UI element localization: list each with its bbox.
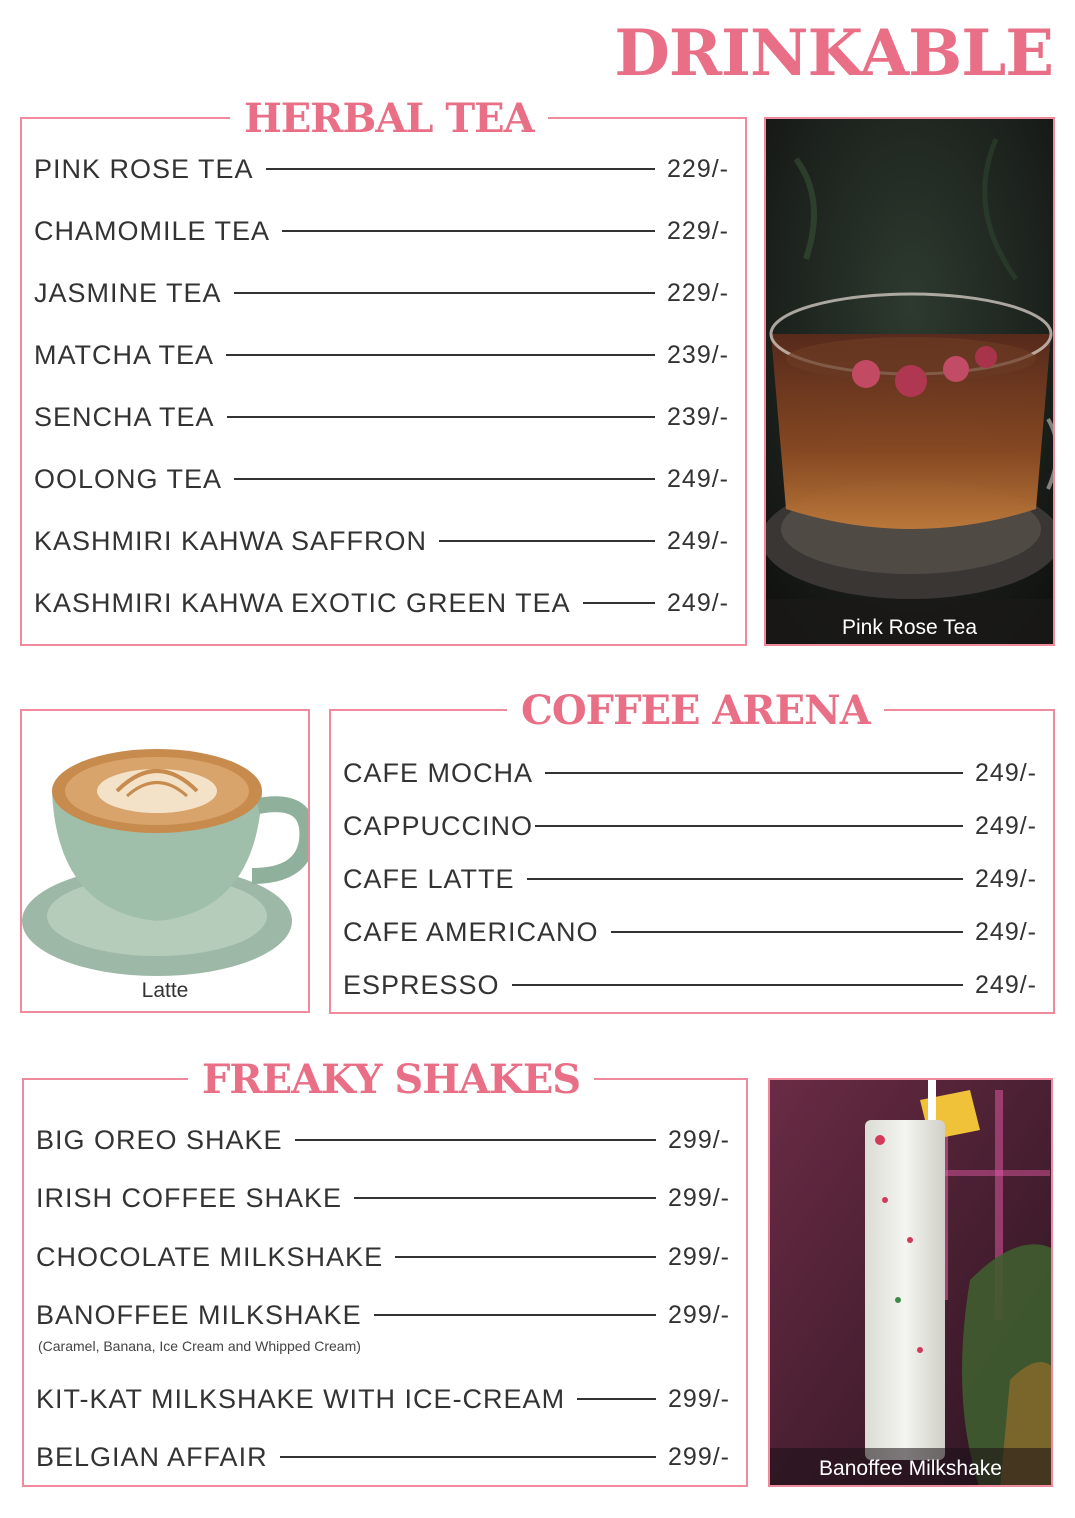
leader-line xyxy=(280,1456,656,1458)
menu-item xyxy=(343,756,1037,790)
item-price: 249/- xyxy=(975,970,1037,999)
coffee-arena-menu-box xyxy=(329,687,1055,1014)
leader-line xyxy=(234,478,655,480)
item-price: 299/- xyxy=(668,1242,730,1271)
milkshake-illustration xyxy=(770,1080,1053,1487)
freaky-shakes-title: FREAKY SHAKES xyxy=(188,1060,594,1100)
item-name: BIG OREO SHAKE xyxy=(36,1124,283,1155)
item-name: OOLONG TEA xyxy=(34,463,223,494)
page-title: DRINKABLE xyxy=(614,16,1053,91)
item-name: BANOFFEE MILKSHAKE xyxy=(36,1299,362,1330)
item-price: 249/- xyxy=(975,811,1037,840)
freaky-shakes-menu-box xyxy=(22,1056,748,1487)
photo-caption: Latte xyxy=(141,979,189,1002)
item-note: (Caramel, Banana, Ice Cream and Whipped Cream) xyxy=(38,1338,361,1354)
leader-line xyxy=(226,354,655,356)
menu-item xyxy=(34,214,729,248)
item-name: JASMINE TEA xyxy=(34,277,222,308)
menu-item xyxy=(34,462,729,496)
menu-item xyxy=(36,1181,730,1215)
menu-item xyxy=(36,1298,730,1332)
leader-line xyxy=(227,416,655,418)
item-price: 249/- xyxy=(667,588,729,617)
menu-item xyxy=(36,1382,730,1416)
leader-line xyxy=(583,602,655,604)
menu-item xyxy=(343,809,1037,843)
leader-line xyxy=(395,1256,656,1258)
tea-cup-illustration xyxy=(766,119,1055,646)
leader-line xyxy=(295,1139,656,1141)
menu-item xyxy=(34,400,729,434)
item-price: 229/- xyxy=(667,216,729,245)
item-name: ESPRESSO xyxy=(343,969,500,1000)
item-name: KASHMIRI KAHWA EXOTIC GREEN TEA xyxy=(34,587,571,618)
item-price: 239/- xyxy=(667,340,729,369)
item-name: CAFE LATTE xyxy=(343,863,515,894)
menu-item xyxy=(34,524,729,558)
menu-item xyxy=(34,152,729,186)
item-name: KASHMIRI KAHWA SAFFRON xyxy=(34,525,428,556)
item-price: 299/- xyxy=(668,1442,730,1471)
leader-line xyxy=(439,540,655,542)
leader-line xyxy=(354,1197,656,1199)
item-name: CAFE MOCHA xyxy=(343,757,534,788)
latte-photo xyxy=(20,709,310,1013)
leader-line xyxy=(234,292,655,294)
leader-line xyxy=(266,168,655,170)
item-name: CHAMOMILE TEA xyxy=(34,215,271,246)
item-name: PINK ROSE TEA xyxy=(34,153,254,184)
item-price: 299/- xyxy=(668,1183,730,1212)
leader-line xyxy=(611,931,963,933)
photo-caption: Pink Rose Tea xyxy=(841,616,978,639)
item-name: CHOCOLATE MILKSHAKE xyxy=(36,1241,384,1272)
menu-item xyxy=(36,1240,730,1274)
menu-item xyxy=(36,1123,730,1157)
menu-item xyxy=(343,862,1037,896)
menu-item xyxy=(34,276,729,310)
leader-line xyxy=(577,1398,656,1400)
item-name: BELGIAN AFFAIR xyxy=(36,1441,268,1472)
item-price: 239/- xyxy=(667,402,729,431)
menu-item xyxy=(34,586,729,620)
coffee-arena-title: COFFEE ARENA xyxy=(507,691,884,731)
leader-line xyxy=(374,1314,656,1316)
item-name: CAPPUCCINO xyxy=(343,810,534,841)
item-price: 249/- xyxy=(667,464,729,493)
item-price: 299/- xyxy=(668,1384,730,1413)
latte-cup-illustration xyxy=(22,711,310,1013)
menu-item xyxy=(36,1440,730,1474)
banoffee-milkshake-photo xyxy=(768,1078,1053,1487)
item-price: 299/- xyxy=(668,1300,730,1329)
item-price: 249/- xyxy=(975,864,1037,893)
photo-caption: Banoffee Milkshake xyxy=(819,1457,1002,1480)
pink-rose-tea-photo xyxy=(764,117,1055,646)
leader-line xyxy=(535,825,963,827)
menu-item xyxy=(34,338,729,372)
herbal-tea-title: HERBAL TEA xyxy=(230,99,548,139)
leader-line xyxy=(282,230,655,232)
item-name: MATCHA TEA xyxy=(34,339,215,370)
item-name: SENCHA TEA xyxy=(34,401,215,432)
item-price: 299/- xyxy=(668,1125,730,1154)
item-price: 249/- xyxy=(975,917,1037,946)
item-name: CAFE AMERICANO xyxy=(343,916,599,947)
item-name: IRISH COFFEE SHAKE xyxy=(36,1182,343,1213)
leader-line xyxy=(545,772,963,774)
item-price: 249/- xyxy=(667,526,729,555)
item-name: KIT-KAT MILKSHAKE WITH ICE-CREAM xyxy=(36,1383,566,1414)
menu-item xyxy=(343,968,1037,1002)
leader-line xyxy=(512,984,963,986)
item-price: 229/- xyxy=(667,278,729,307)
item-price: 229/- xyxy=(667,154,729,183)
herbal-tea-menu-box xyxy=(20,95,747,646)
menu-item xyxy=(343,915,1037,949)
leader-line xyxy=(527,878,963,880)
item-price: 249/- xyxy=(975,758,1037,787)
